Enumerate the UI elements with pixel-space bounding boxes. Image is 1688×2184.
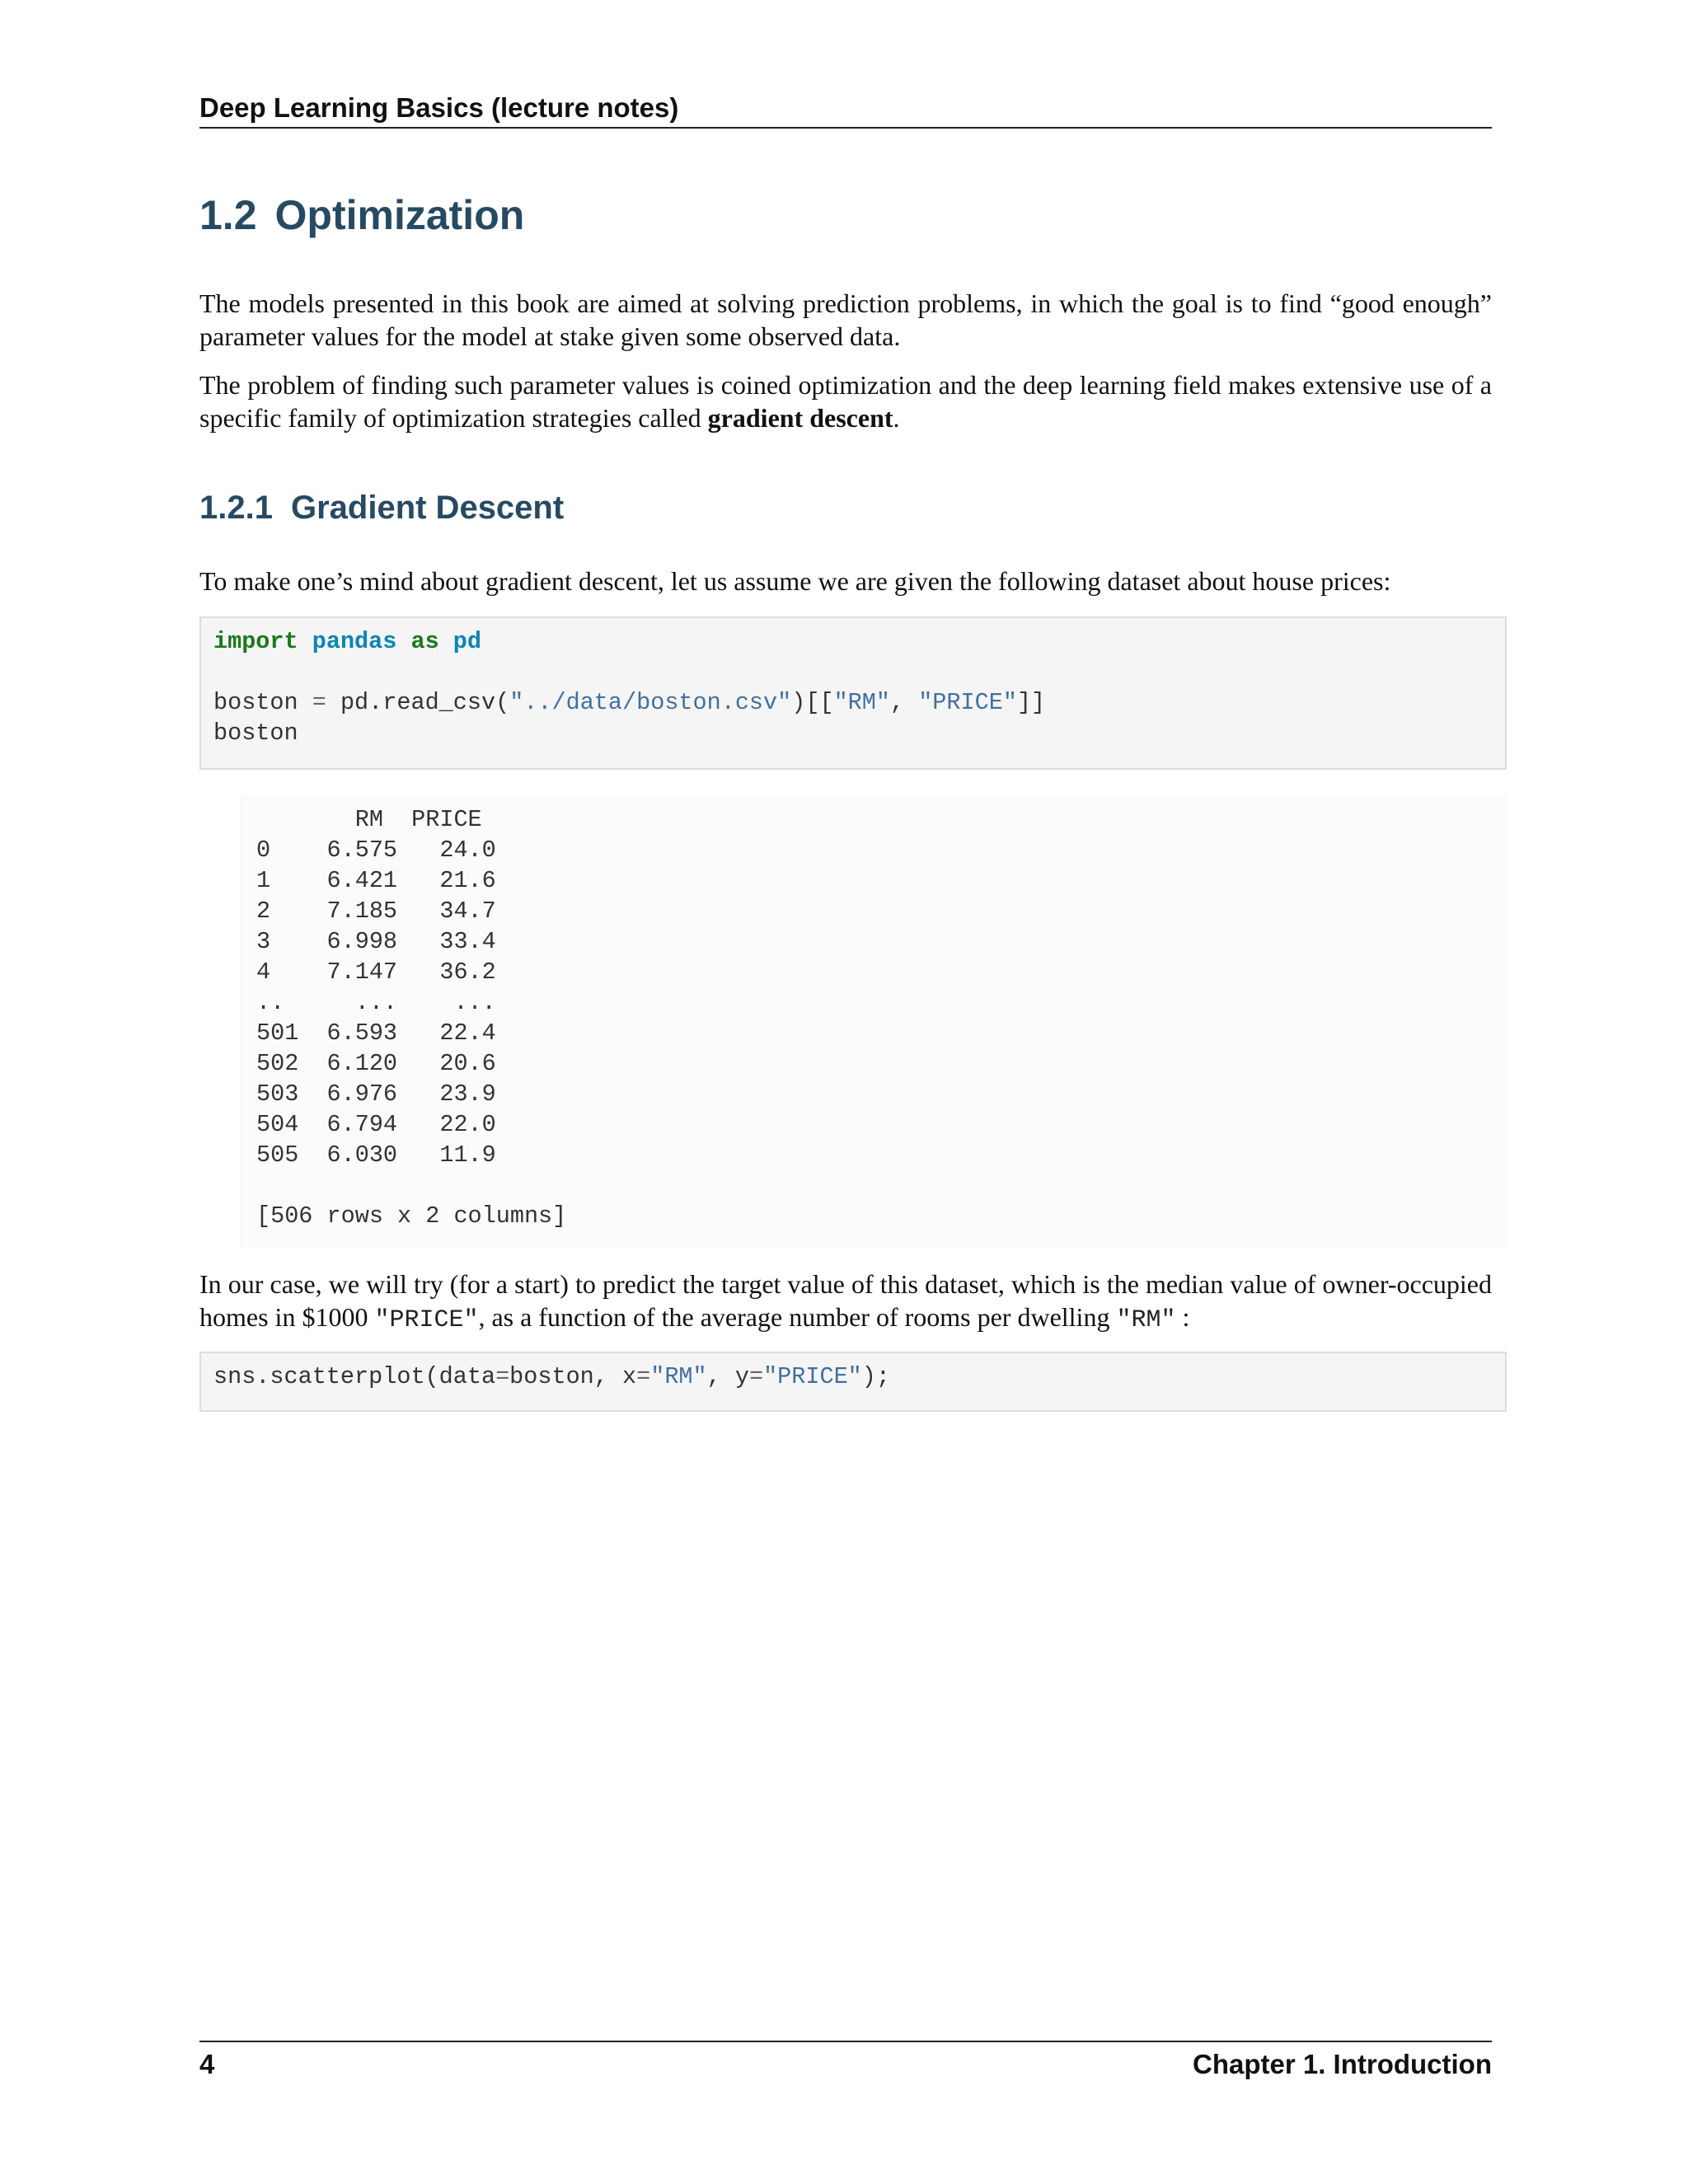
code-block-scatterplot (199, 1352, 1507, 1412)
running-header (199, 92, 1492, 129)
output-row: 1 6.421 21.6 (256, 867, 496, 894)
code-operator: = (495, 1363, 510, 1390)
code-text: sns.scatterplot(data (213, 1363, 496, 1390)
output-row: 504 6.794 22.0 (256, 1111, 496, 1138)
code-text: , (889, 689, 919, 716)
code-string-path: "../data/boston.csv" (509, 689, 792, 716)
inline-code-rm: "RM" (1116, 1306, 1176, 1334)
subsection-heading (199, 490, 564, 527)
code-block-load-data (199, 616, 1507, 770)
code-text: ]] (1016, 689, 1046, 716)
footer-rule (199, 2041, 1492, 2042)
output-row: 2 7.185 34.7 (256, 898, 496, 925)
paragraph-target-text: In our case, we will try (for a start) to predict the target value of this dataset, which is the median value of owner-occupied homes in $1000 (199, 1269, 1492, 1332)
output-row: 0 6.575 24.0 (256, 837, 496, 864)
footer-page-number: 4 (199, 2049, 215, 2079)
subsection-title: Gradient Descent (290, 490, 565, 526)
output-row: 505 6.030 11.9 (256, 1141, 496, 1169)
gradient-descent-term: gradient descent (707, 403, 893, 433)
output-row: 501 6.593 22.4 (256, 1019, 496, 1047)
subsection-number: 1.2.1 (199, 490, 273, 526)
running-header-title: Deep Learning Basics (lecture notes) (199, 92, 679, 123)
code-keyword-as: as (410, 628, 439, 655)
paragraph-optimization (199, 368, 1492, 434)
code-alias-pd: pd (452, 628, 482, 655)
code-line-scatterplot (213, 1361, 1505, 1392)
output-table-header: RM PRICE (256, 806, 482, 833)
code-keyword-import: import (213, 628, 298, 655)
output-row: 503 6.976 23.9 (256, 1080, 496, 1108)
code-operator: = (748, 1363, 764, 1390)
code-text: pd.read_csv( (326, 689, 510, 716)
paragraph-intro: The models presented in this book are aimed at solving prediction problems, in which the goal is to find “good enough” parameter values for the model at stake given some observed data. (199, 288, 1492, 351)
code-text: boston (213, 689, 312, 716)
section-title: Optimization (274, 192, 525, 238)
paragraph-optimization-end: . (893, 403, 900, 433)
paragraph-dataset: To make one’s mind about gradient descent, let us assume we are given the following dataset about house prices: (199, 566, 1391, 596)
code-operator: = (636, 1363, 651, 1390)
code-text: boston, x (509, 1363, 637, 1390)
code-line-blank (213, 657, 1505, 687)
code-line-boston: boston (213, 719, 298, 747)
output-block-dataframe (241, 794, 1507, 1248)
section-number: 1.2 (199, 192, 257, 238)
output-row: 4 7.147 36.2 (256, 958, 496, 986)
inline-code-price: "PRICE" (374, 1306, 479, 1334)
output-row: 3 6.998 33.4 (256, 928, 496, 955)
code-string-price: "PRICE" (918, 689, 1017, 716)
code-string-rm: "RM" (650, 1363, 707, 1390)
code-text: )[[ (791, 689, 834, 716)
output-row-ellipsis: .. ... ... (256, 989, 496, 1016)
paragraph-target-text: : (1175, 1302, 1190, 1332)
paragraph-target-text: , as a function of the average number of rooms per dwelling (478, 1302, 1117, 1332)
code-string-price: "PRICE" (763, 1363, 862, 1390)
code-operator: = (312, 689, 326, 716)
footer-chapter-title: Chapter 1. Introduction (1193, 2049, 1492, 2079)
paragraph-target (199, 1268, 1492, 1337)
code-text: ); (861, 1363, 891, 1390)
output-row: 502 6.120 20.6 (256, 1050, 496, 1077)
code-text: , y (706, 1363, 749, 1390)
code-module-pandas: pandas (312, 628, 397, 655)
output-summary: [506 rows x 2 columns] (256, 1202, 567, 1230)
code-string-rm: "RM" (833, 689, 890, 716)
section-heading (199, 191, 524, 239)
output-blank (256, 1170, 1507, 1201)
code-line-read-csv (213, 687, 1505, 718)
code-line-import (213, 626, 1505, 657)
paragraph-optimization-text: The problem of finding such parameter values is coined optimization and the deep learning field makes extensive use of a specific family of optimization strategies called (199, 370, 1492, 433)
